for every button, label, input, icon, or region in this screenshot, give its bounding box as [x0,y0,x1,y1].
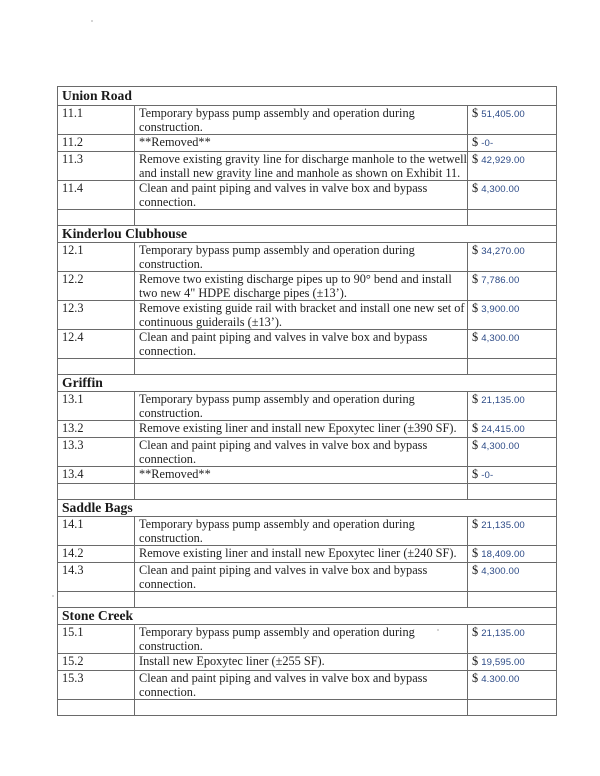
table-row [58,272,557,301]
currency-symbol: $ [472,654,479,668]
table-row [58,546,557,563]
amount-value: 18,409.00 [481,549,525,560]
currency-symbol: $ [472,517,479,531]
amount-value: 19,595.00 [481,657,525,668]
currency-symbol: $ [472,152,479,166]
table-row [58,467,557,484]
table-row [58,106,557,135]
item-number: 13.4 [58,467,135,484]
item-amount [468,330,557,359]
item-description: Temporary bypass pump assembly and operation during construction. [135,625,468,654]
spacer-row [58,210,557,226]
item-description: Temporary bypass pump assembly and operation during construction. [135,106,468,135]
item-amount [468,421,557,438]
amount-value: 24,415.00 [481,424,525,435]
currency-symbol: $ [472,421,479,435]
item-description: Temporary bypass pump assembly and operation during construction. [135,392,468,421]
item-amount [468,135,557,152]
item-amount [468,301,557,330]
item-amount [468,243,557,272]
item-description: Clean and paint piping and valves in valve box and bypass connection. [135,671,468,700]
amount-value: 42,929.00 [481,155,525,166]
currency-symbol: $ [472,563,479,577]
item-description: Install new Epoxytec liner (±255 SF). [135,654,468,671]
currency-symbol: $ [472,330,479,344]
item-description: Remove existing liner and install new Epoxytec liner (±390 SF). [135,421,468,438]
currency-symbol: $ [472,625,479,639]
table-row [58,517,557,546]
amount-value: 4,300.00 [481,333,520,344]
section-title: Saddle Bags [58,500,557,517]
section-title: Stone Creek [58,608,557,625]
item-description: Temporary bypass pump assembly and operation during construction. [135,517,468,546]
item-description: Temporary bypass pump assembly and operation during construction. [135,243,468,272]
amount-value: 3,900.00 [481,304,520,315]
item-description: Clean and paint piping and valves in valve box and bypass connection. [135,563,468,592]
item-amount [468,546,557,563]
item-amount [468,152,557,181]
currency-symbol: $ [472,106,479,120]
section-header-union-road [58,87,557,106]
table-row [58,563,557,592]
spacer-row [58,484,557,500]
table-row [58,152,557,181]
amount-value: 4,300.00 [481,184,520,195]
item-amount [468,517,557,546]
item-description: **Removed** [135,135,468,152]
item-amount [468,272,557,301]
item-number: 12.1 [58,243,135,272]
table-row [58,392,557,421]
section-title: Kinderlou Clubhouse [58,226,557,243]
table-row [58,181,557,210]
amount-value: 4,300.00 [481,566,520,577]
spacer-row [58,592,557,608]
section-title: Union Road [58,87,557,106]
table-row [58,135,557,152]
item-description: **Removed** [135,467,468,484]
item-description: Clean and paint piping and valves in valve box and bypass connection. [135,181,468,210]
item-description: Remove two existing discharge pipes up to 90° bend and install two new 4" HDPE discharge pipes (±13’). [135,272,468,301]
currency-symbol: $ [472,438,479,452]
section-title: Griffin [58,375,557,392]
table-row [58,654,557,671]
table-row [58,625,557,654]
currency-symbol: $ [472,671,479,685]
spacer-row [58,700,557,716]
table-row [58,301,557,330]
currency-symbol: $ [472,135,479,149]
item-amount [468,438,557,467]
item-description: Remove existing liner and install new Epoxytec liner (±240 SF). [135,546,468,563]
item-number: 11.2 [58,135,135,152]
item-number: 12.2 [58,272,135,301]
table-row [58,421,557,438]
amount-value: -0- [481,470,494,481]
amount-value: 4,300.00 [481,441,520,452]
item-amount [468,181,557,210]
item-number: 13.3 [58,438,135,467]
item-number: 15.1 [58,625,135,654]
table-row [58,438,557,467]
amount-value: 51,405.00 [481,109,525,120]
scan-speck [91,20,93,22]
section-header-saddle-bags [58,500,557,517]
currency-symbol: $ [472,181,479,195]
section-header-stone-creek [58,608,557,625]
scan-speck [52,595,54,597]
item-amount [468,392,557,421]
item-number: 15.2 [58,654,135,671]
item-number: 13.1 [58,392,135,421]
item-number: 12.3 [58,301,135,330]
amount-value: 21,135.00 [481,520,525,531]
item-description: Clean and paint piping and valves in valve box and bypass connection. [135,330,468,359]
amount-value: 34,270.00 [481,246,525,257]
amount-value: -0- [481,138,494,149]
item-amount [468,106,557,135]
item-amount [468,467,557,484]
item-number: 15.3 [58,671,135,700]
item-number: 14.1 [58,517,135,546]
item-description: Clean and paint piping and valves in valve box and bypass connection. [135,438,468,467]
item-amount [468,625,557,654]
item-description: Remove existing guide rail with bracket and install one new set of continuous guiderails (±13’). [135,301,468,330]
item-number: 11.1 [58,106,135,135]
item-number: 13.2 [58,421,135,438]
item-number: 14.3 [58,563,135,592]
currency-symbol: $ [472,546,479,560]
amount-value: 7,786.00 [481,275,520,286]
currency-symbol: $ [472,467,479,481]
table-row [58,330,557,359]
currency-symbol: $ [472,243,479,257]
item-number: 11.3 [58,152,135,181]
item-number: 12.4 [58,330,135,359]
amount-value: 4.300.00 [481,674,520,685]
spacer-row [58,359,557,375]
currency-symbol: $ [472,301,479,315]
amount-value: 21,135.00 [481,628,525,639]
section-header-kinderlou-clubhouse [58,226,557,243]
amount-value: 21,135.00 [481,395,525,406]
currency-symbol: $ [472,392,479,406]
item-description: Remove existing gravity line for discharge manhole to the wetwell and install new gravity line and manhole as shown on Exhibit 11. [135,152,468,181]
table-row [58,671,557,700]
item-amount [468,654,557,671]
currency-symbol: $ [472,272,479,286]
item-number: 14.2 [58,546,135,563]
item-number: 11.4 [58,181,135,210]
table-row [58,243,557,272]
item-amount [468,563,557,592]
section-header-griffin [58,375,557,392]
bid-schedule-table [57,86,557,716]
item-amount [468,671,557,700]
